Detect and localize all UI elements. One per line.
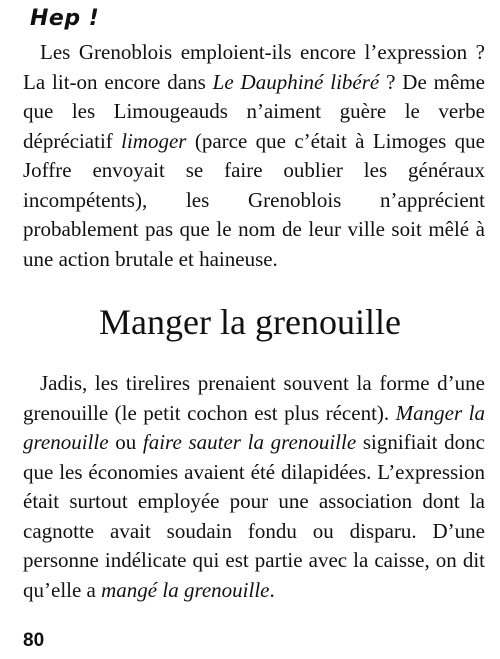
paragraph-text: Les Grenoblois emploient-ils encore l’expression ? La lit-on encore dans [23, 40, 485, 94]
paragraph-text: Jadis, les tirelires prenaient souvent la forme d’une grenouille (le petit cochon est plus récent). [23, 371, 485, 425]
paragraph-text: (parce que c’était à Limoges que Joffre envoyait se faire oublier les généraux incompétents), les Grenoblois n’apprécient probablement pas que le nom de leur ville soit mêlé à une action brutale et haineuse. [23, 128, 485, 271]
verb-limoger: limoger [121, 128, 187, 153]
section-title: Manger la grenouille [99, 302, 401, 342]
newspaper-title: Le Dauphiné libéré [212, 69, 380, 94]
sidebar-heading: Hep ! [30, 6, 100, 31]
expression-sauter: faire sauter la grenouille [142, 430, 357, 454]
expression-manger: Manger la grenouille [23, 400, 485, 454]
paragraph-grenouille [23, 369, 485, 605]
paragraph-text: ou [108, 430, 143, 454]
paragraph-text: . [269, 577, 275, 602]
paragraph-text: ? De même que les Limougeauds n’aiment guère le verbe dépréciatif [23, 69, 485, 153]
paragraph-text: signifiait donc que les économies avaient été dilapidées. L’expression était surtout employée pour une association dont la cagnotte avait soudain fondu ou disparu. D’une personne indélicate qui est partie avec la caisse, on dit qu’elle a [23, 430, 485, 602]
page-number: 80 [23, 630, 45, 651]
expression-mange: mangé la grenouille [101, 577, 270, 602]
paragraph-grenoblois [23, 38, 485, 274]
